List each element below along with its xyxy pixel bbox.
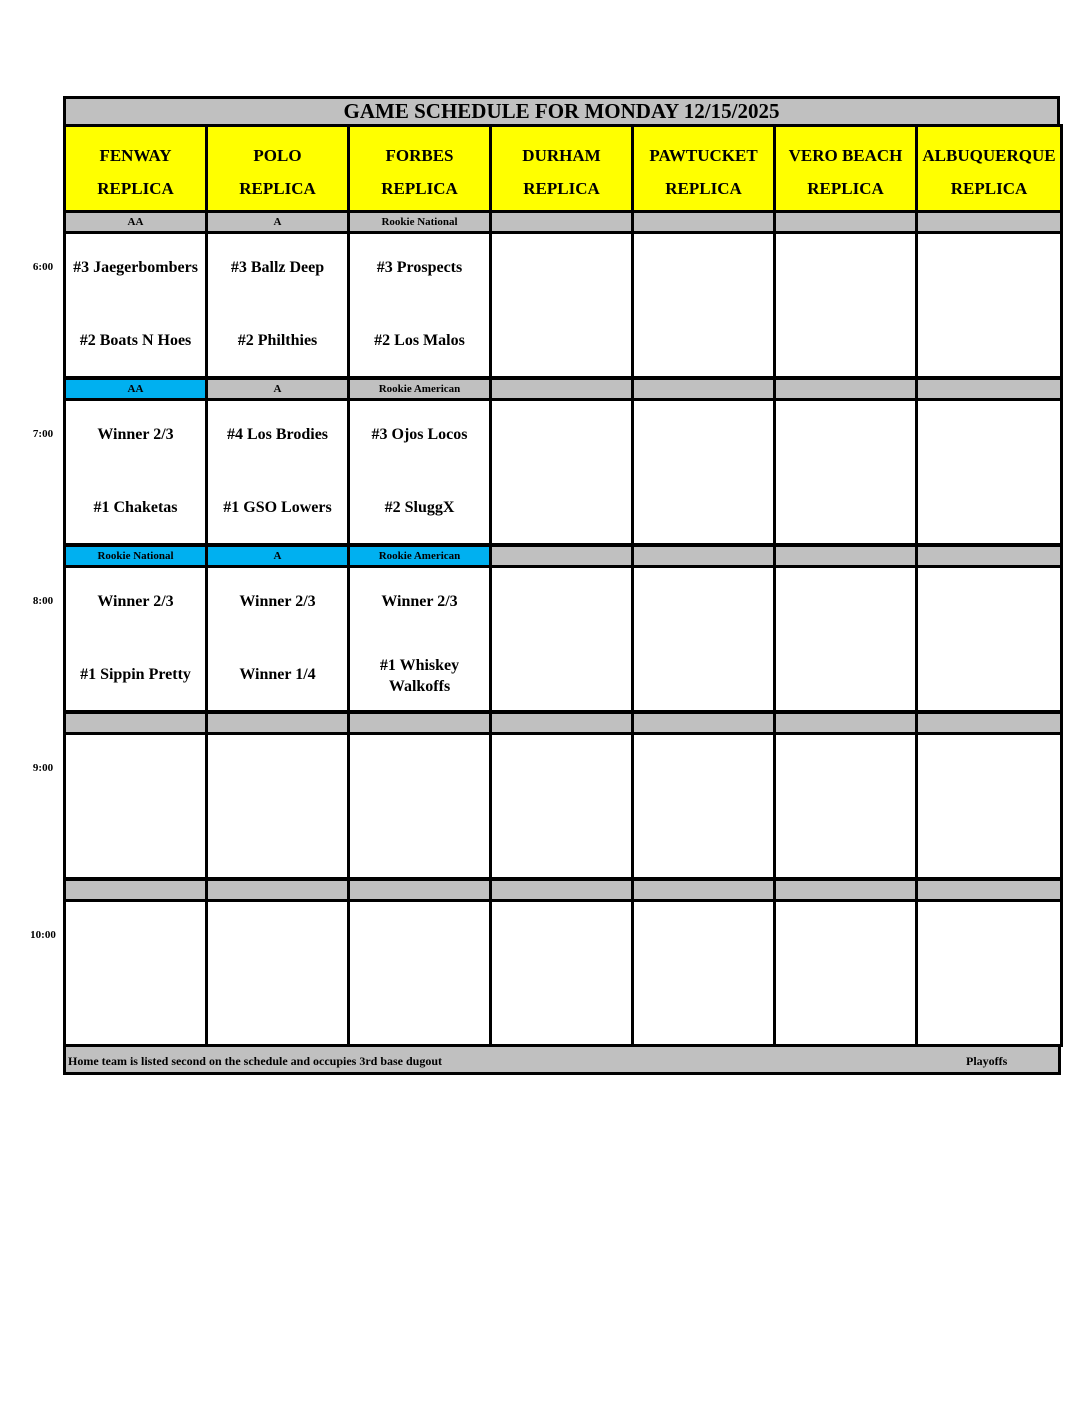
venue-header <box>773 124 918 213</box>
venue-name: PAWTUCKET <box>649 146 758 165</box>
away-team: #3 Ojos Locos <box>371 426 468 443</box>
time-label: 6:00 <box>32 261 54 273</box>
venue-name: FORBES <box>385 146 454 165</box>
division-label: Rookie National <box>63 544 208 568</box>
division-label: A <box>205 377 350 401</box>
game-cell <box>489 732 634 880</box>
game-cell <box>631 732 776 880</box>
home-team: Winner 1/4 <box>239 666 316 683</box>
away-team: Winner 2/3 <box>239 593 316 610</box>
venue-header <box>489 124 634 213</box>
game-cell <box>489 565 634 713</box>
home-team: #1 Chaketas <box>93 499 178 516</box>
time-label: 7:00 <box>32 428 54 440</box>
game-cell <box>631 231 776 379</box>
game-cell <box>773 899 918 1047</box>
time-label: 9:00 <box>32 762 54 774</box>
division-label: Rookie American <box>347 377 492 401</box>
venue-name: FENWAY <box>99 146 172 165</box>
game-cell <box>489 231 634 379</box>
game-cell <box>631 398 776 546</box>
division-label: Rookie National <box>347 210 492 234</box>
home-team: #2 Boats N Hoes <box>79 332 192 349</box>
venue-header <box>915 124 1063 213</box>
game-cell <box>773 398 918 546</box>
game-cell <box>205 565 350 713</box>
schedule-title: GAME SCHEDULE FOR MONDAY 12/15/2025 <box>63 96 1060 127</box>
game-cell <box>347 899 492 1047</box>
game-cell <box>205 732 350 880</box>
game-cell <box>631 899 776 1047</box>
venue-subtitle: REPLICA <box>665 179 742 198</box>
away-team: #3 Jaegerbombers <box>73 259 198 276</box>
game-cell <box>915 398 1063 546</box>
game-cell <box>489 899 634 1047</box>
game-cell <box>915 565 1063 713</box>
time-label: 8:00 <box>32 595 54 607</box>
home-team <box>350 655 489 697</box>
game-cell <box>773 565 918 713</box>
game-cell <box>347 231 492 379</box>
away-team: Winner 2/3 <box>97 426 174 443</box>
home-team: #2 SluggX <box>384 499 455 516</box>
time-label: 10:00 <box>30 929 56 941</box>
game-cell <box>205 231 350 379</box>
venue-subtitle: REPLICA <box>97 179 174 198</box>
venue-subtitle: REPLICA <box>239 179 316 198</box>
division-label: AA <box>63 210 208 234</box>
venue-name: POLO <box>253 146 302 165</box>
game-cell <box>63 565 208 713</box>
division-label: AA <box>63 377 208 401</box>
game-cell <box>347 398 492 546</box>
game-cell <box>773 231 918 379</box>
division-label: A <box>205 544 350 568</box>
venue-subtitle: REPLICA <box>807 179 884 198</box>
venue-header <box>631 124 776 213</box>
venue-header <box>347 124 492 213</box>
division-label: Rookie American <box>347 544 492 568</box>
game-cell <box>63 398 208 546</box>
away-team: Winner 2/3 <box>381 593 458 610</box>
game-cell <box>347 565 492 713</box>
home-team: #2 Philthies <box>237 332 318 349</box>
home-team: #1 GSO Lowers <box>223 499 332 516</box>
away-team: Winner 2/3 <box>97 593 174 610</box>
game-cell <box>63 231 208 379</box>
game-cell <box>63 732 208 880</box>
venue-name: VERO BEACH <box>788 146 903 165</box>
footer-note: Home team is listed second on the schedule and occupies 3rd base dugout <box>68 1054 443 1068</box>
footer-tag: Playoffs <box>966 1054 1008 1068</box>
game-cell <box>489 398 634 546</box>
venue-subtitle: REPLICA <box>523 179 600 198</box>
venue-header <box>205 124 350 213</box>
game-cell <box>915 732 1063 880</box>
home-team: #1 Sippin Pretty <box>80 666 191 683</box>
venue-name: ALBUQUERQUE <box>922 146 1056 165</box>
game-cell <box>915 899 1063 1047</box>
venue-name: DURHAM <box>522 146 601 165</box>
venue-subtitle: REPLICA <box>381 179 458 198</box>
home-team: #2 Los Malos <box>374 332 465 349</box>
game-cell <box>63 899 208 1047</box>
venue-header <box>63 124 208 213</box>
game-cell <box>205 899 350 1047</box>
division-label: A <box>205 210 350 234</box>
home-team-line: #1 Whiskey <box>379 657 460 674</box>
away-team: #3 Prospects <box>376 259 463 276</box>
away-team: #4 Los Brodies <box>226 426 329 443</box>
game-cell <box>773 732 918 880</box>
away-team: #3 Ballz Deep <box>230 259 325 276</box>
game-cell <box>631 565 776 713</box>
game-cell <box>347 732 492 880</box>
venue-subtitle: REPLICA <box>950 179 1028 198</box>
schedule-footer <box>63 1044 1061 1075</box>
game-cell <box>205 398 350 546</box>
home-team-line: Walkoffs <box>388 678 451 695</box>
game-cell <box>915 231 1063 379</box>
